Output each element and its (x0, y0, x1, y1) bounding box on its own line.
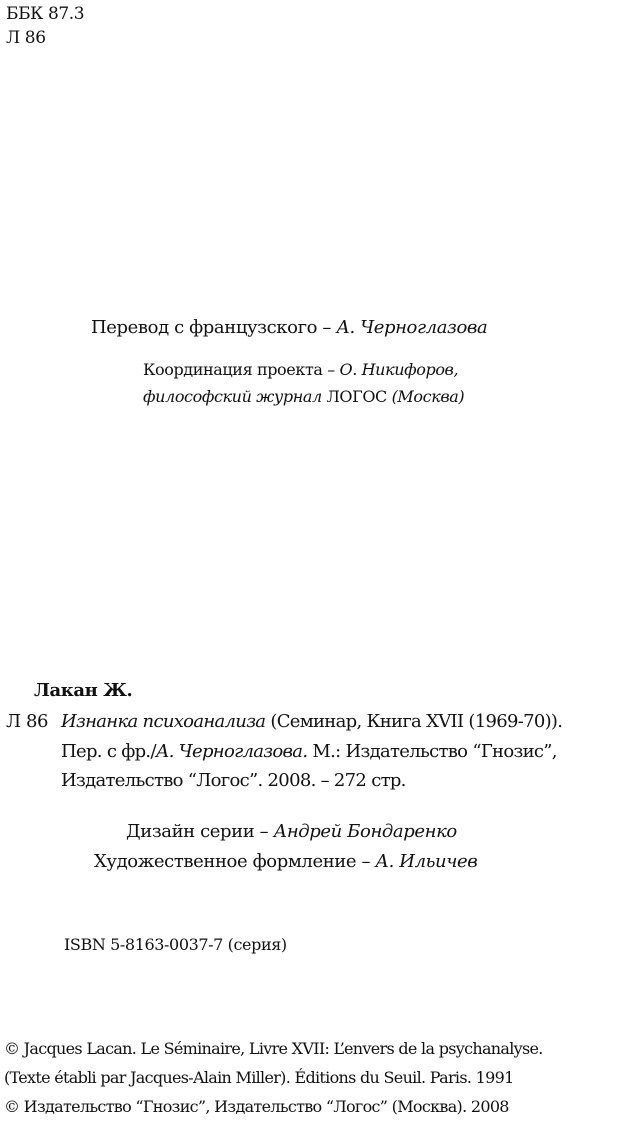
catalog-line-2 (61, 743, 557, 761)
author-code: Л 86 (6, 28, 46, 48)
catalog-line-3: Издательство “Логос”. 2008. – 272 стр. (61, 770, 406, 791)
coordinator-name: О. Никифоров, (339, 360, 459, 379)
bbk-index: ББК 87.3 (6, 4, 85, 24)
copyright-line-2: (Texte établi par Jacques-Alain Miller). Éditions du Seuil. Paris. 1991 (4, 1068, 514, 1087)
catalog-title-rest: (Семинар, Книга XVII (1969-70)). (265, 711, 563, 732)
catalog-code: Л 86 (6, 711, 49, 732)
art-design-credit (94, 853, 477, 871)
translator-name: А. Черноглазова (336, 317, 488, 338)
journal-name: ЛОГОС (326, 387, 387, 406)
journal-credit (143, 389, 464, 405)
catalog-author: Лакан Ж. (34, 680, 133, 701)
translation-credit (91, 319, 487, 337)
series-design-credit (126, 823, 457, 841)
art-designer-name: А. Ильичев (375, 851, 478, 872)
copyright-line-1: © Jacques Lacan. Le Séminaire, Livre XVII: L’envers de la psychanalyse. (4, 1039, 543, 1058)
copyright-line-3: © Издательство “Гнозис”, Издательство “Логос” (Москва). 2008 (4, 1097, 509, 1116)
coordination-credit (143, 362, 458, 378)
catalog-title-line (61, 713, 562, 731)
art-design-label: Художественное формление – (94, 851, 376, 872)
translation-label: Перевод с французского – (91, 317, 337, 338)
series-design-label: Дизайн серии – (126, 821, 274, 842)
journal-label: философский журнал (143, 387, 327, 406)
catalog-title: Изнанка психоанализа (61, 711, 266, 732)
catalog-line2-prefix: Пер. с фр./ (61, 741, 156, 762)
catalog-line2-rest: М.: Издательство “Гнозис”, (307, 741, 557, 762)
coordination-label: Координация проекта – (143, 360, 340, 379)
catalog-line2-translator: А. Черноглазова. (155, 741, 308, 762)
journal-city: (Москва) (386, 387, 465, 406)
isbn: ISBN 5-8163-0037-7 (серия) (64, 935, 287, 954)
series-designer-name: Андрей Бондаренко (273, 821, 457, 842)
